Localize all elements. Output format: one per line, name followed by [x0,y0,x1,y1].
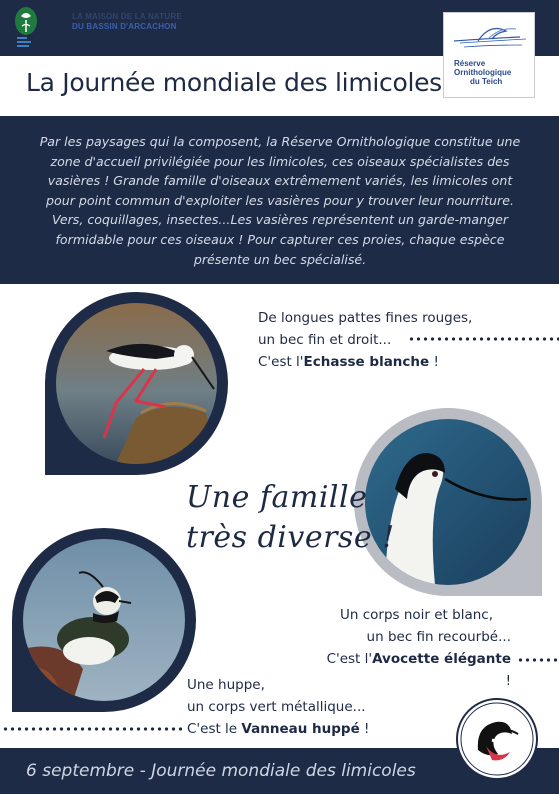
echasse-bird-icon [56,303,217,464]
page-title: La Journée mondiale des limicoles [26,68,442,97]
intro-text: Par les paysages qui la composent, la Réserve Ornithologique constitue une zone d'accueil privilégiée pour les limicoles, ces oiseaux spécialistes des vasières ! Grande famille d'oiseaux extrêmement variés, les limicoles ont pour point commun d'exploiter les vasières pour y trouver leur nourriture. Vers, coquillages, insectes...Les vasières représentent un garde-manger formidable pour ces oiseaux ! Pour capturer ces proies, chaque espèce présente un bec spécialisé. [39,134,521,267]
maison-nature-logo-icon [14,6,40,50]
family-title-line1: Une famille [186,480,368,515]
caption-echasse: De longues pattes fines rouges, un bec fin et droit... C'est l'Echasse blanche ! [258,310,473,370]
family-title-line2: très diverse ! [186,520,395,555]
organisation-name [72,12,182,32]
vanneau-bird-icon [23,539,185,701]
dotted-line-vanneau [2,727,182,731]
reserve-ornithologique-logo [443,12,535,98]
bird-name-echasse: Echasse blanche [303,354,430,370]
vanneau-huppe-photo [23,539,185,701]
organisation-name-line1: LA MAISON DE LA NATURE [72,12,182,21]
bird-name-vanneau: Vanneau huppé [241,721,360,737]
footer-text: 6 septembre - Journée mondiale des limicoles [26,761,416,781]
organisation-name-line2: DU BASSIN D'ARCACHON [72,22,177,31]
world-shorebirds-day-icon [458,700,536,778]
world-shorebirds-day-logo [456,698,538,780]
reserve-bird-logo-icon [450,19,530,55]
caption-vanneau: Une huppe, un corps vert métallique... C'est le Vanneau huppé ! [187,677,370,737]
echasse-blanche-photo [56,303,217,464]
caption-avocette: Un corps noir et blanc, un bec fin recourbé... C'est l'Avocette élégante ! [326,607,511,689]
reserve-name: Réserve Ornithologique du Teich [454,59,512,86]
bird-name-avocette: Avocette élégante [372,651,511,667]
dotted-line-echasse [408,337,559,341]
family-title [186,478,395,558]
dotted-line-avocette [517,658,559,662]
